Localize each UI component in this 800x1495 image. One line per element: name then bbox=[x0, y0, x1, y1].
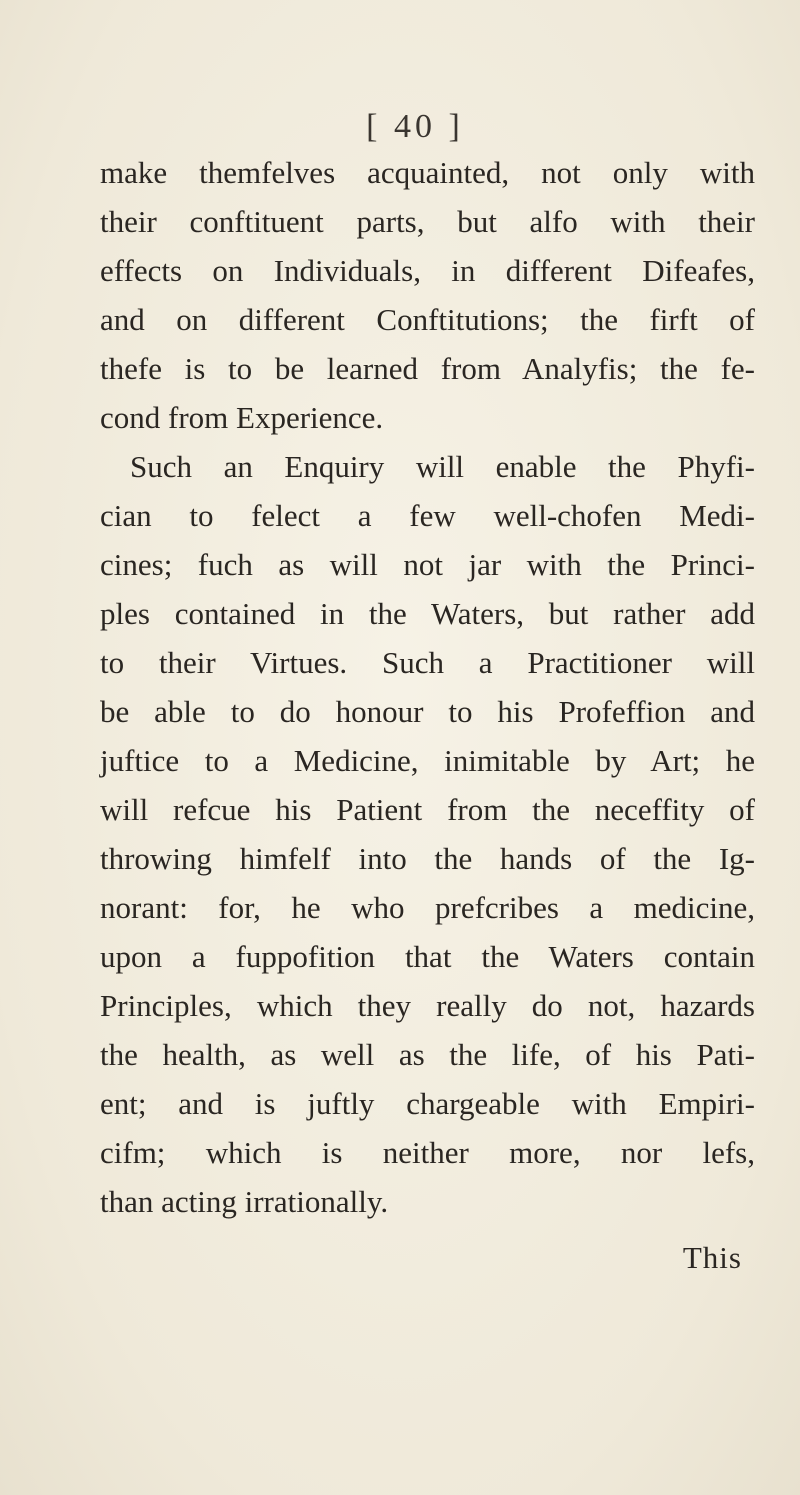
text-line: ent; and is juftly chargeable with Empiri- bbox=[100, 1086, 755, 1121]
text-line: and on different Conftitutions; the firft of bbox=[100, 302, 755, 337]
text-line: cian to felect a few well-chofen Medi- bbox=[100, 498, 755, 533]
text-line: cond from Experience. bbox=[100, 400, 384, 435]
text-line: their conftituent parts, but alfo with their bbox=[100, 204, 755, 239]
page-body bbox=[100, 148, 755, 1226]
paragraph-start-line: Such an Enquiry will enable the Phyfi- bbox=[130, 449, 755, 484]
text-line: norant: for, he who prefcribes a medicine, bbox=[100, 890, 755, 925]
text-line: juftice to a Medicine, inimitable by Art; he bbox=[100, 743, 755, 778]
text-line: make themfelves acquainted, not only with bbox=[100, 155, 755, 190]
text-line: cines; fuch as will not jar with the Princi- bbox=[100, 547, 755, 582]
text-line: effects on Individuals, in different Difeafes, bbox=[100, 253, 755, 288]
text-line: thefe is to be learned from Analyfis; the fe- bbox=[100, 351, 755, 386]
text-line: will refcue his Patient from the neceffity of bbox=[100, 792, 755, 827]
text-line: the health, as well as the life, of his Pati- bbox=[100, 1037, 755, 1072]
text-line: Principles, which they really do not, hazards bbox=[100, 988, 755, 1023]
text-line: be able to do honour to his Profeffion and bbox=[100, 694, 755, 729]
catchword: This bbox=[682, 1240, 742, 1275]
text-line: upon a fuppofition that the Waters contain bbox=[100, 939, 755, 974]
text-line: to their Virtues. Such a Practitioner will bbox=[100, 645, 755, 680]
text-line: throwing himfelf into the hands of the Ig- bbox=[100, 841, 755, 876]
text-line: ples contained in the Waters, but rather add bbox=[100, 596, 755, 631]
text-line: than acting irrationally. bbox=[100, 1184, 389, 1219]
text-line: cifm; which is neither more, nor lefs, bbox=[100, 1135, 755, 1170]
page-number: [ 40 ] bbox=[366, 108, 464, 145]
